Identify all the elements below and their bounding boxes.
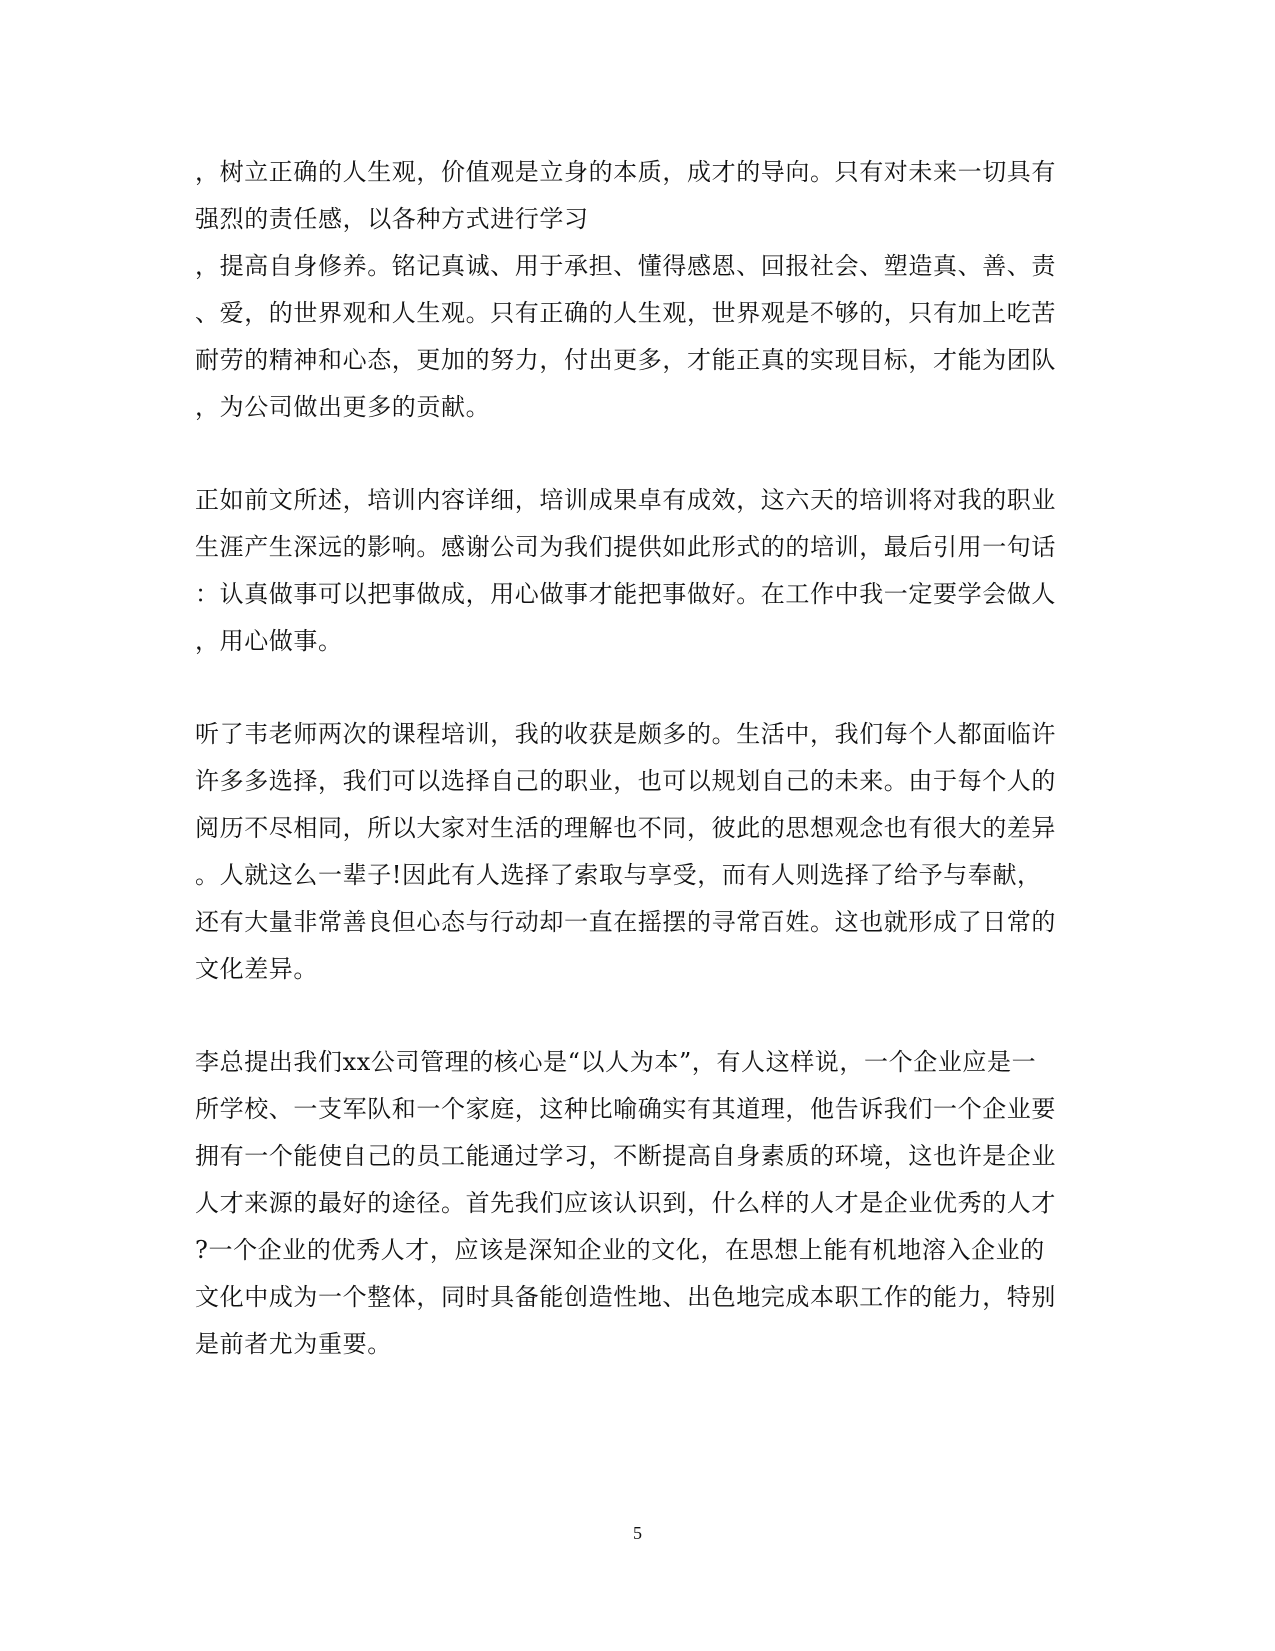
paragraph-3-line-6: 文化差异。 (195, 955, 318, 983)
paragraph-3-line-1: 听了韦老师两次的课程培训，我的收获是颇多的。生活中，我们每个人都面临许 (195, 720, 1056, 748)
paragraph-1-line-5: 耐劳的精神和心态，更加的努力，付出更多，才能正真的实现目标，才能为团队 (195, 346, 1056, 374)
paragraph-2-line-1: 正如前文所述，培训内容详细，培训成果卓有成效，这六天的培训将对我的职业 (195, 486, 1056, 514)
paragraph-1-line-6: ，为公司做出更多的贡献。 (195, 393, 491, 421)
paragraph-4-line-7: 是前者尤为重要。 (195, 1330, 392, 1358)
paragraph-4-line-1: 李总提出我们xx公司管理的核心是“以人为本”，有人这样说，一个企业应是一 (195, 1048, 1037, 1076)
page-number: 5 (633, 1523, 642, 1543)
paragraph-1-line-2: 强烈的责任感，以各种方式进行学习 (195, 205, 589, 233)
paragraph-3-line-3: 阅历不尽相同，所以大家对生活的理解也不同，彼此的思想观念也有很大的差异 (195, 814, 1056, 842)
paragraph-1-line-4: 、爱，的世界观和人生观。只有正确的人生观，世界观是不够的，只有加上吃苦 (195, 299, 1056, 327)
paragraph-3-line-5: 还有大量非常善良但心态与行动却一直在摇摆的寻常百姓。这也就形成了日常的 (195, 908, 1056, 936)
paragraph-4-line-4: 人才来源的最好的途径。首先我们应该认识到，什么样的人才是企业优秀的人才 (195, 1189, 1056, 1217)
paragraph-4-line-6: 文化中成为一个整体，同时具备能创造性地、出色地完成本职工作的能力，特别 (195, 1283, 1056, 1311)
paragraph-3-line-4: 。人就这么一辈子!因此有人选择了索取与享受，而有人则选择了给予与奉献， (195, 861, 1042, 889)
paragraph-2-line-4: ，用心做事。 (195, 627, 343, 655)
paragraph-4-line-3: 拥有一个能使自己的员工能通过学习，不断提高自身素质的环境，这也许是企业 (195, 1142, 1056, 1170)
paragraph-1-line-3: ，提高自身修养。铭记真诚、用于承担、懂得感恩、回报社会、塑造真、善、责 (195, 252, 1056, 280)
paragraph-2-line-3: ：认真做事可以把事做成，用心做事才能把事做好。在工作中我一定要学会做人 (195, 580, 1056, 608)
paragraph-1-line-1: ，树立正确的人生观，价值观是立身的本质，成才的导向。只有对未来一切具有 (195, 158, 1056, 186)
paragraph-4-line-2: 所学校、一支军队和一个家庭，这种比喻确实有其道理，他告诉我们一个企业要 (195, 1095, 1056, 1123)
paragraph-4-line-5: ?一个企业的优秀人才，应该是深知企业的文化，在思想上能有机地溶入企业的 (195, 1236, 1045, 1264)
paragraph-3-line-2: 许多多选择，我们可以选择自己的职业，也可以规划自己的未来。由于每个人的 (195, 767, 1056, 795)
paragraph-2-line-2: 生涯产生深远的影响。感谢公司为我们提供如此形式的的培训，最后引用一句话 (195, 533, 1056, 561)
